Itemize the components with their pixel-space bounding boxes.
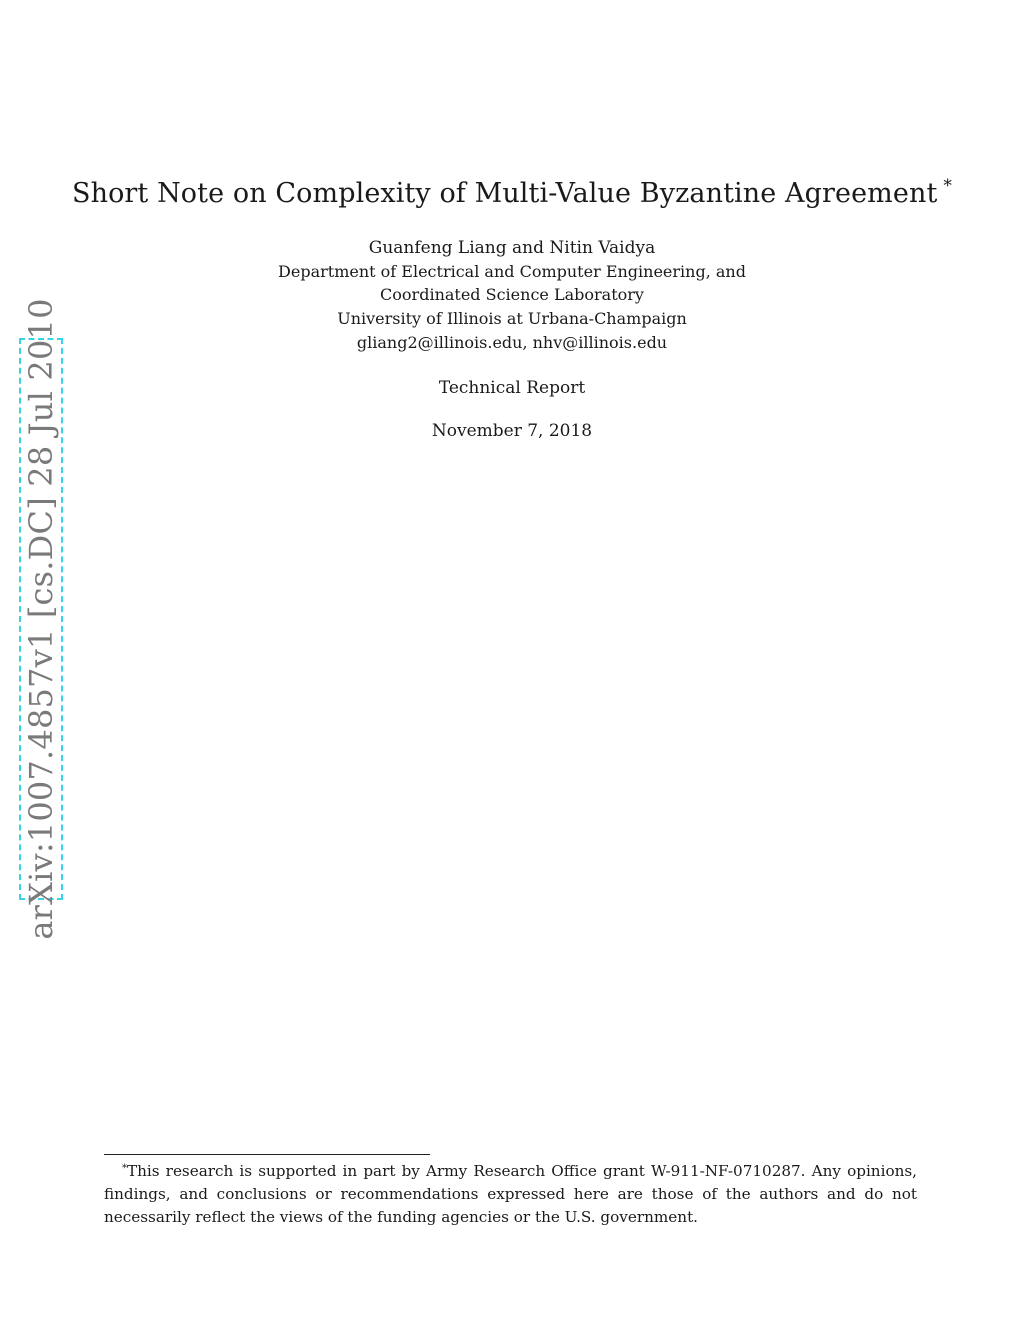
author-emails: gliang2@illinois.edu, nhv@illinois.edu: [356, 333, 668, 352]
footnote-text: This research is supported in part by Army Research Office grant W-911-NF-0710287. Any opinions, findings, and conclusions or recommendations expressed here are those of the authors and do not necessarily reflect the views of the funding agencies or the U.S. government.: [104, 1162, 917, 1226]
affiliation-line-3: University of Illinois at Urbana-Champaign: [337, 309, 687, 328]
arxiv-identifier[interactable]: arXiv:1007.4857v1 [cs.DC] 28 Jul 2010: [22, 298, 60, 940]
report-type: Technical Report: [438, 378, 586, 398]
title-text: Short Note on Complexity of Multi-Value Byzantine Agreement: [71, 178, 938, 209]
paper-date: November 7, 2018: [431, 421, 593, 441]
title-footnote-mark: *: [943, 176, 953, 196]
footnote: [104, 1157, 917, 1229]
authors: Guanfeng Liang and Nitin Vaidya: [368, 238, 656, 258]
paper-title: [0, 176, 1024, 209]
affiliation-line-1: Department of Electrical and Computer Engineering, and: [278, 262, 746, 281]
footnote-mark: *: [122, 1163, 127, 1174]
affiliation-line-2: Coordinated Science Laboratory: [380, 285, 644, 304]
footnote-divider: [104, 1154, 430, 1155]
